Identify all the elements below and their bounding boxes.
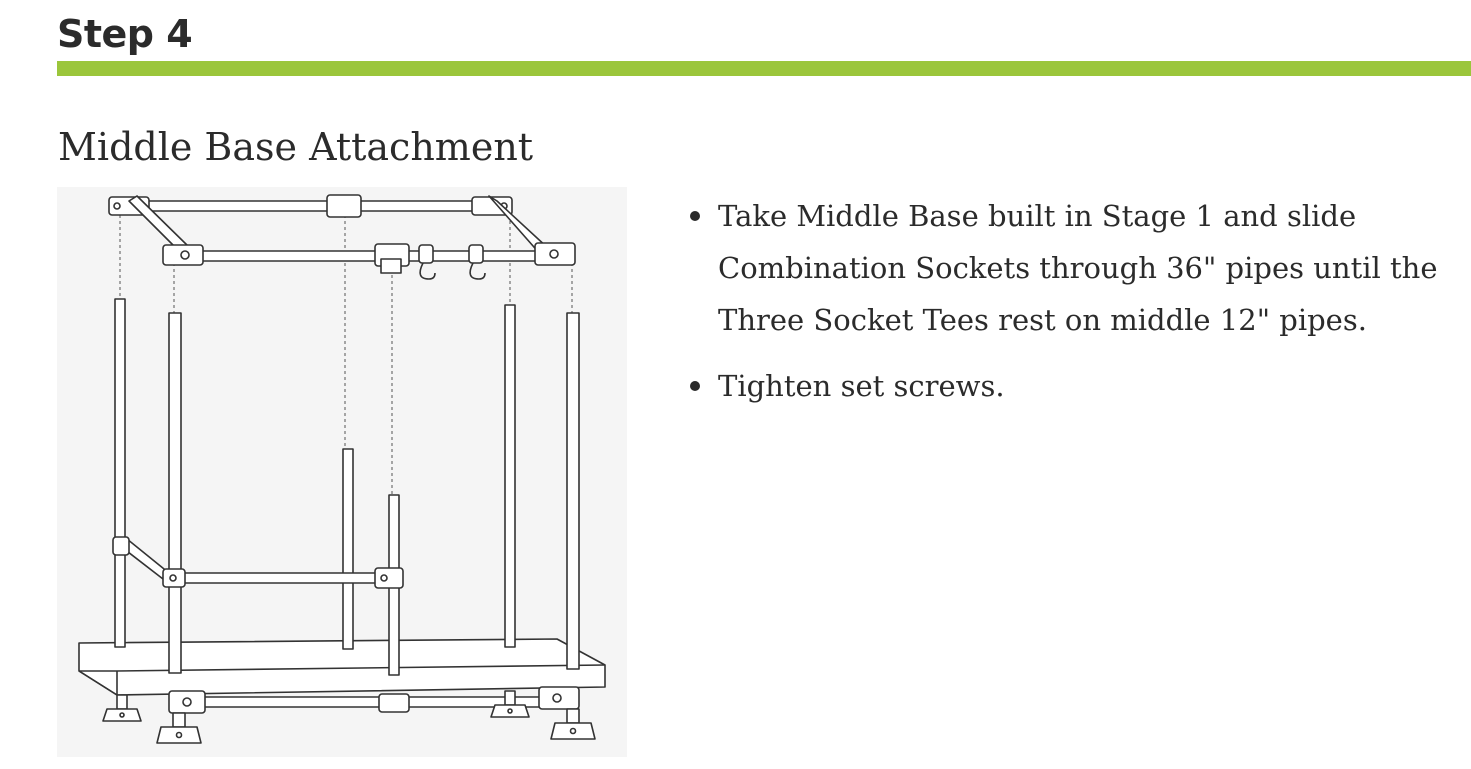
back-left-upright [115,299,125,647]
top-back-pipe [122,201,482,211]
instruction-item [690,190,1465,346]
top-tee-fitting [327,195,361,217]
bullet-icon [690,381,700,391]
instruction-item [690,360,1465,412]
front-right-upright [567,313,579,669]
base-platform [79,639,605,695]
hook-2 [470,263,485,279]
under-base-tee [379,694,409,712]
section-title: Middle Base Attachment [58,125,534,169]
instruction-text: Tighten set screws. [718,369,1005,403]
back-right-upright [505,305,515,647]
instruction-list [690,190,1465,426]
hook-socket-2 [469,245,483,263]
hook-socket-1 [419,245,433,263]
middle-rail-pipe [175,573,385,583]
middle-back-upright [343,449,353,649]
step-heading: Step 4 [57,12,193,56]
step-divider-bar [57,61,1471,76]
middle-left-socket [113,537,129,555]
front-left-upright [169,313,181,673]
assembly-diagram [57,187,627,757]
middle-rail-right-tee [375,568,403,588]
instruction-text: Take Middle Base built in Stage 1 and slide Combination Sockets through 36" pipes until the Three Socket Tees rest on middle 12" pipes. [718,199,1438,337]
hook-1 [420,263,435,279]
assembly-illustration [57,187,627,757]
bullet-icon [690,211,700,221]
